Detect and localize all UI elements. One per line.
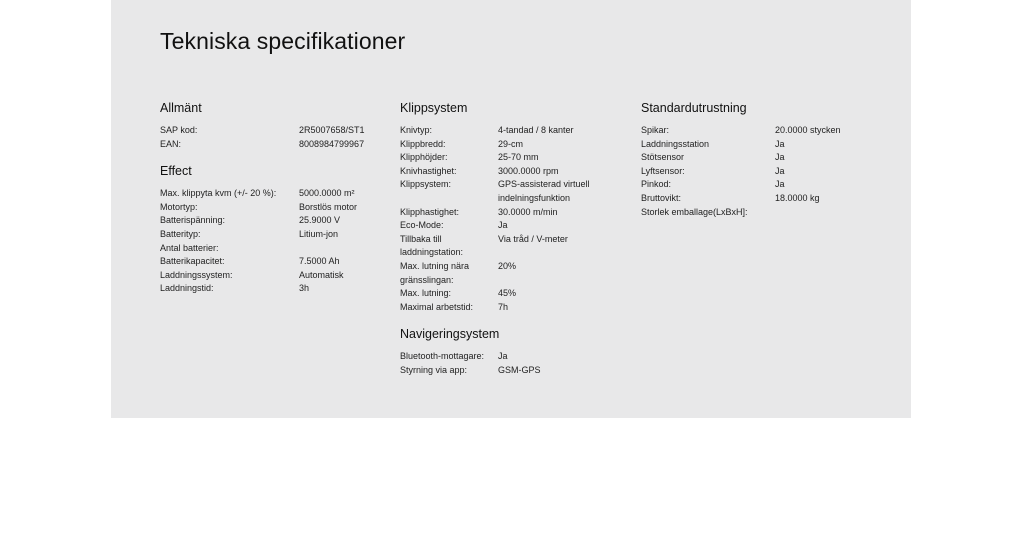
spec-row [400,178,620,205]
spec-value: Ja [775,179,785,190]
spec-row [400,165,620,179]
spec-value: 3h [299,283,310,294]
spec-section-standard-equipment [641,100,881,219]
spec-value: 2R5007658/ST1 [299,125,365,135]
spec-value: 4-tandad / 8 kanter [498,125,574,135]
spec-value: Ja [775,165,785,176]
spec-value [299,242,380,256]
spec-value: Ja [775,152,785,163]
spec-value: Automatisk [299,269,344,280]
spec-row [400,364,620,378]
spec-row [400,206,620,220]
spec-label: Styrning via app: [400,364,468,375]
section-title: Effect [160,164,192,179]
spec-label: Bruttovikt: [641,192,682,203]
spec-row [160,269,380,283]
spec-value: 3000.0000 rpm [498,165,559,176]
spec-section-effect [160,163,380,296]
spec-label: Batterispänning: [160,215,226,226]
spec-label: Antal batterier: [160,242,219,253]
spec-label: Tillbaka till laddningstation: [400,233,464,258]
spec-section-navigation [400,326,620,377]
spec-value: 8008984799967 [299,138,365,149]
spec-value: 20% [498,260,517,271]
spec-value: 5000.0000 m² [299,188,355,199]
spec-value: 25-70 mm [498,152,539,163]
spec-label: Pinkod: [641,179,672,190]
spec-row [641,124,881,138]
spec-label: Motortyp: [160,201,198,212]
spec-label: Storlek emballage(LxBxH]: [641,206,748,217]
spec-label: Klipphastighet: [400,206,460,217]
spec-value: Ja [775,138,785,149]
spec-label: Maximal arbetstid: [400,301,474,312]
spec-row [160,282,380,296]
spec-row [400,350,620,364]
spec-label: Laddningsstation [641,138,710,149]
spec-value [775,206,881,220]
page-title: Tekniska specifikationer [160,28,406,54]
spec-value: 7h [498,301,509,312]
spec-value: 25.9000 V [299,215,341,226]
spec-label: Knivhastighet: [400,165,457,176]
spec-value: 7.5000 Ah [299,256,340,267]
spec-value: Litium-jon [299,228,339,239]
spec-row [400,124,620,138]
section-title: Standardutrustning [641,101,747,115]
spec-label: Stötsensor [641,152,685,163]
spec-value: Ja [498,351,508,362]
spec-label: Max. lutning nära gränsslingan: [400,260,470,285]
section-title: Navigeringsystem [400,327,500,342]
spec-value: 20.0000 stycken [775,125,841,135]
spec-row [641,165,881,179]
spec-row [160,201,380,215]
spec-row [641,138,881,152]
spec-label: Spikar: [641,125,670,135]
spec-value: 29-cm [498,138,524,149]
spec-label: Batterityp: [160,228,201,239]
spec-value: Via tråd / V-meter [498,233,568,244]
spec-row [641,206,881,220]
spec-row [641,151,881,165]
section-title: Allmänt [160,101,202,115]
spec-label: Knivtyp: [400,125,433,135]
spec-row [400,233,620,260]
spec-value: 30.0000 m/min [498,206,558,217]
spec-label: Max. klippyta kvm (+/- 20 %): [160,188,277,199]
spec-row [160,138,380,152]
spec-section-general [160,100,380,151]
spec-row [400,151,620,165]
spec-label: Laddningstid: [160,283,214,294]
spec-row [160,228,380,242]
spec-value: GPS-assisterad virtuell indelningsfunktion [498,179,590,203]
spec-value: Borstlös motor [299,201,358,212]
spec-label: Bluetooth-mottagare: [400,351,485,362]
spec-label: SAP kod: [160,125,198,135]
spec-column-1 [160,100,380,308]
spec-row [641,178,881,192]
spec-row [400,301,620,315]
spec-column-2 [400,100,620,390]
section-title: Klippsystem [400,101,468,115]
spec-label: Klippsystem: [400,179,452,190]
spec-row [400,287,620,301]
specifications-panel [111,0,911,418]
spec-row [160,124,380,138]
spec-value: 18.0000 kg [775,192,820,203]
spec-label: EAN: [160,138,182,149]
spec-row [400,260,620,287]
spec-row [400,138,620,152]
spec-row [641,192,881,206]
spec-row [160,187,380,201]
spec-label: Klipphöjder: [400,152,448,163]
spec-row [160,242,380,256]
spec-label: Klippbredd: [400,138,446,149]
spec-value: GSM-GPS [498,364,541,375]
spec-label: Eco-Mode: [400,220,444,231]
spec-row [160,214,380,228]
spec-value: 45% [498,288,517,299]
spec-value: Ja [498,220,508,231]
spec-row [400,219,620,233]
spec-label: Lyftsensor: [641,165,685,176]
spec-label: Max. lutning: [400,288,452,299]
spec-label: Batterikapacitet: [160,256,225,267]
spec-column-3 [641,100,881,231]
spec-label: Laddningssystem: [160,269,233,280]
spec-row [160,255,380,269]
spec-section-cutting-system [400,100,620,314]
